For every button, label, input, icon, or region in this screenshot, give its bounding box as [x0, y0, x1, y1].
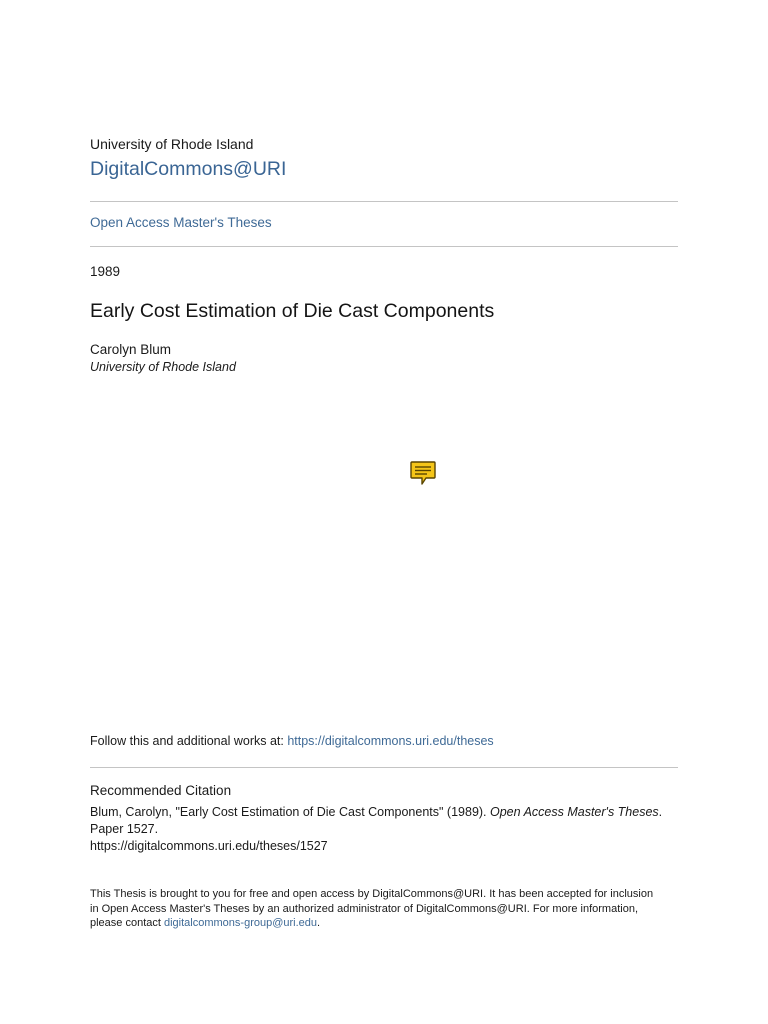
divider-top — [90, 201, 678, 202]
institution-name: University of Rhode Island — [90, 136, 254, 152]
citation-paper: Paper 1527. — [90, 822, 159, 836]
divider-series — [90, 246, 678, 247]
notice-line-1: This Thesis is brought to you for free and open access by DigitalCommons@URI. It has been accepted for inclusion — [90, 888, 654, 900]
citation-heading: Recommended Citation — [90, 783, 232, 798]
publication-year: 1989 — [90, 264, 121, 279]
theses-collection-link[interactable]: https://digitalcommons.uri.edu/theses — [287, 734, 494, 748]
citation-period: . — [658, 805, 663, 819]
document-title: Early Cost Estimation of Die Cast Components — [90, 300, 495, 322]
notice-contact-prefix: please contact — [90, 917, 164, 929]
follow-line — [90, 734, 494, 748]
divider-citation — [90, 767, 678, 768]
repository-link[interactable]: DigitalCommons@URI — [90, 158, 287, 180]
notice-contact-suffix: . — [317, 917, 321, 929]
notice-line-2: in Open Access Master's Theses by an authorized administrator of DigitalCommons@URI. For more information, — [90, 902, 639, 915]
contact-email-link[interactable]: digitalcommons-group@uri.edu — [164, 917, 318, 929]
citation-block — [90, 804, 680, 855]
follow-prefix: Follow this and additional works at: — [90, 734, 288, 748]
author-name: Carolyn Blum — [90, 342, 172, 357]
citation-series: Open Access Master's Theses — [490, 805, 659, 819]
series-link[interactable]: Open Access Master's Theses — [90, 215, 272, 230]
citation-url: https://digitalcommons.uri.edu/theses/1527 — [90, 839, 328, 853]
citation-line — [90, 804, 680, 821]
notice-line-3 — [90, 916, 680, 931]
access-notice — [90, 887, 680, 931]
citation-text: Blum, Carolyn, "Early Cost Estimation of Die Cast Components" (1989). — [90, 805, 490, 819]
author-affiliation: University of Rhode Island — [90, 360, 236, 374]
comment-icon[interactable] — [409, 459, 437, 487]
